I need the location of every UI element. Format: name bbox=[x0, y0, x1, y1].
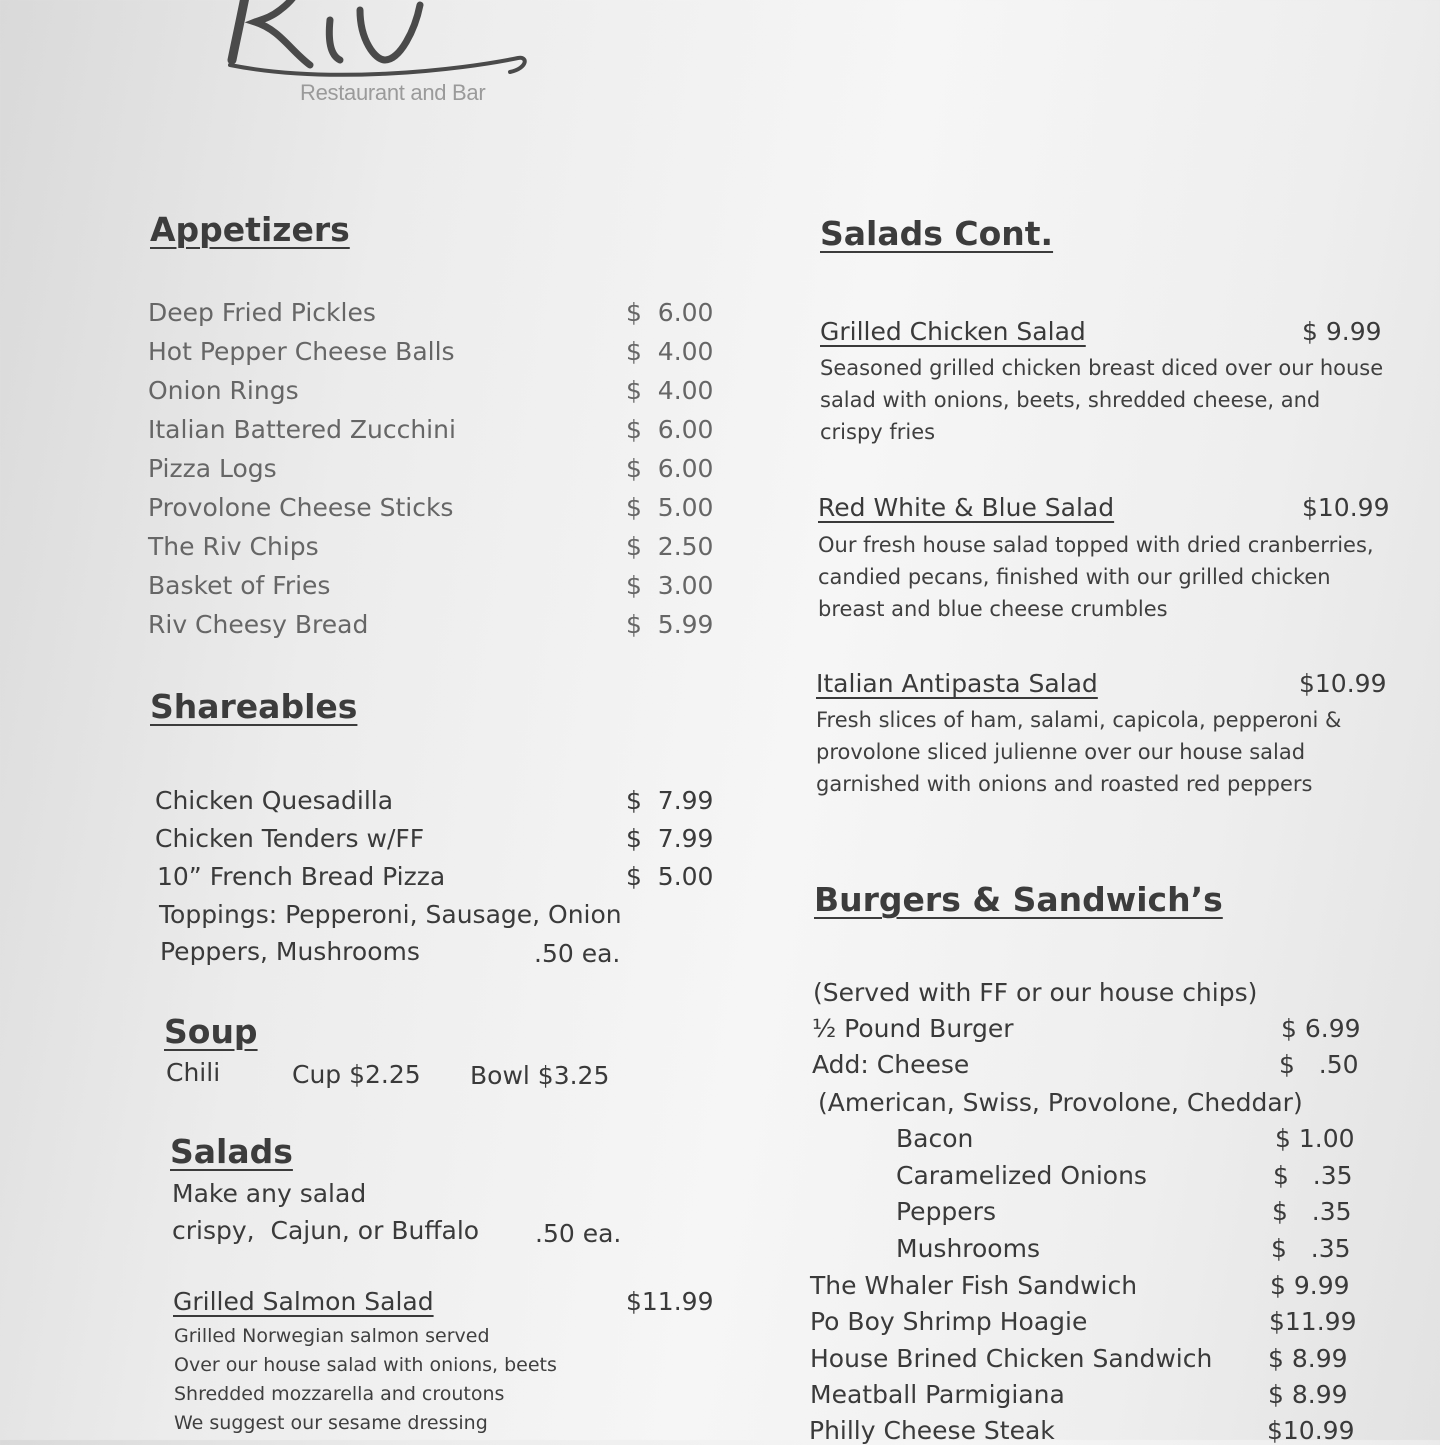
item-price: $ .50 bbox=[1279, 1050, 1359, 1079]
soup-bowl-price: Bowl $3.25 bbox=[470, 1061, 610, 1090]
item-name: Caramelized Onions bbox=[896, 1161, 1147, 1190]
item-name: Deep Fried Pickles bbox=[148, 298, 376, 327]
item-price: $ 4.00 bbox=[626, 337, 714, 366]
soup-name: Chili bbox=[166, 1058, 221, 1087]
item-name: Bacon bbox=[896, 1124, 974, 1153]
item-price: $ 6.99 bbox=[1281, 1014, 1361, 1043]
item-price: $ 9.99 bbox=[1302, 317, 1382, 346]
salad-note: crispy, Cajun, or Buffalo bbox=[172, 1216, 480, 1245]
item-name: Peppers bbox=[896, 1197, 996, 1226]
item-name: Hot Pepper Cheese Balls bbox=[148, 337, 455, 366]
item-name: Red White & Blue Salad bbox=[818, 493, 1115, 522]
salads-cont-heading: Salads Cont. bbox=[820, 214, 1054, 253]
item-price: $ 6.00 bbox=[626, 298, 714, 327]
item-name: Chicken Quesadilla bbox=[155, 786, 394, 815]
item-price: $ 7.99 bbox=[626, 786, 714, 815]
item-price: $11.99 bbox=[1269, 1307, 1357, 1336]
item-name: Po Boy Shrimp Hoagie bbox=[810, 1307, 1088, 1336]
item-price: $ 5.99 bbox=[626, 610, 714, 639]
item-name: Chicken Tenders w/FF bbox=[155, 824, 425, 853]
item-price: $ 8.99 bbox=[1268, 1380, 1348, 1409]
item-price: $10.99 bbox=[1302, 493, 1390, 522]
burgers-heading: Burgers & Sandwich’s bbox=[814, 880, 1223, 919]
appetizers-heading: Appetizers bbox=[150, 210, 350, 249]
item-name: Philly Cheese Steak bbox=[809, 1416, 1055, 1445]
shareables-heading: Shareables bbox=[150, 687, 358, 726]
served-with-note: (Served with FF or our house chips) bbox=[813, 978, 1258, 1007]
item-name: Italian Battered Zucchini bbox=[148, 415, 456, 444]
item-price: $ 2.50 bbox=[626, 532, 714, 561]
item-name: Grilled Salmon Salad bbox=[173, 1287, 434, 1316]
salads-heading: Salads bbox=[170, 1132, 293, 1171]
item-name: ½ Pound Burger bbox=[812, 1014, 1014, 1043]
logo-subtitle: Restaurant and Bar bbox=[300, 80, 486, 105]
item-description: Fresh slices of ham, salami, capicola, pepperoni & provolone sliced julienne over our house salad garnished with onions and roasted red peppers bbox=[816, 708, 1342, 796]
item-name: Riv Cheesy Bread bbox=[148, 610, 369, 639]
item-name: Pizza Logs bbox=[148, 454, 277, 483]
item-description: Grilled Norwegian salmon served Over our house salad with onions, beets Shredded mozzarella and croutons We suggest our sesame dressing bbox=[174, 1325, 557, 1434]
item-price: $ 5.00 bbox=[626, 493, 714, 522]
item-name: Add: Cheese bbox=[812, 1050, 970, 1079]
toppings-line: Peppers, Mushrooms bbox=[160, 937, 420, 966]
item-price: $ 5.00 bbox=[626, 862, 714, 891]
item-name: Meatball Parmigiana bbox=[810, 1380, 1065, 1409]
toppings-line: Toppings: Pepperoni, Sausage, Onion bbox=[159, 900, 622, 929]
item-name: Basket of Fries bbox=[148, 571, 331, 600]
item-price: $10.99 bbox=[1299, 669, 1387, 698]
item-name: Mushrooms bbox=[896, 1234, 1040, 1263]
item-price: $ .35 bbox=[1271, 1234, 1351, 1263]
item-price: $ 4.00 bbox=[626, 376, 714, 405]
item-name: Grilled Chicken Salad bbox=[820, 317, 1086, 346]
item-name: Onion Rings bbox=[148, 376, 299, 405]
item-name: The Whaler Fish Sandwich bbox=[810, 1271, 1138, 1300]
item-price: $ 6.00 bbox=[626, 415, 714, 444]
item-price: $ 9.99 bbox=[1270, 1271, 1350, 1300]
item-price: $ 3.00 bbox=[626, 571, 714, 600]
item-price: $ 6.00 bbox=[626, 454, 714, 483]
salad-note-price: .50 ea. bbox=[535, 1219, 622, 1248]
item-name: The Riv Chips bbox=[148, 532, 319, 561]
item-description: Seasoned grilled chicken breast diced over our house salad with onions, beets, shredded cheese, and crispy fries bbox=[820, 356, 1384, 444]
salad-note: Make any salad bbox=[172, 1179, 367, 1208]
item-name: House Brined Chicken Sandwich bbox=[810, 1344, 1213, 1373]
item-price: $ .35 bbox=[1272, 1197, 1352, 1226]
soup-heading: Soup bbox=[164, 1012, 258, 1051]
toppings-price: .50 ea. bbox=[534, 939, 621, 968]
item-price: $ .35 bbox=[1273, 1161, 1353, 1190]
item-price: $ 1.00 bbox=[1275, 1124, 1355, 1153]
item-price: $11.99 bbox=[626, 1287, 714, 1316]
item-price: $10.99 bbox=[1267, 1416, 1355, 1445]
soup-cup-price: Cup $2.25 bbox=[292, 1060, 421, 1089]
cheese-types: (American, Swiss, Provolone, Cheddar) bbox=[818, 1088, 1303, 1117]
item-name: Provolone Cheese Sticks bbox=[148, 493, 454, 522]
item-price: $ 7.99 bbox=[626, 824, 714, 853]
item-name: 10” French Bread Pizza bbox=[157, 862, 446, 891]
item-name: Italian Antipasta Salad bbox=[816, 669, 1098, 698]
item-description: Our fresh house salad topped with dried cranberries, candied pecans, finished with our grilled chicken breast and blue cheese crumbles bbox=[818, 533, 1374, 621]
item-price: $ 8.99 bbox=[1268, 1344, 1348, 1373]
